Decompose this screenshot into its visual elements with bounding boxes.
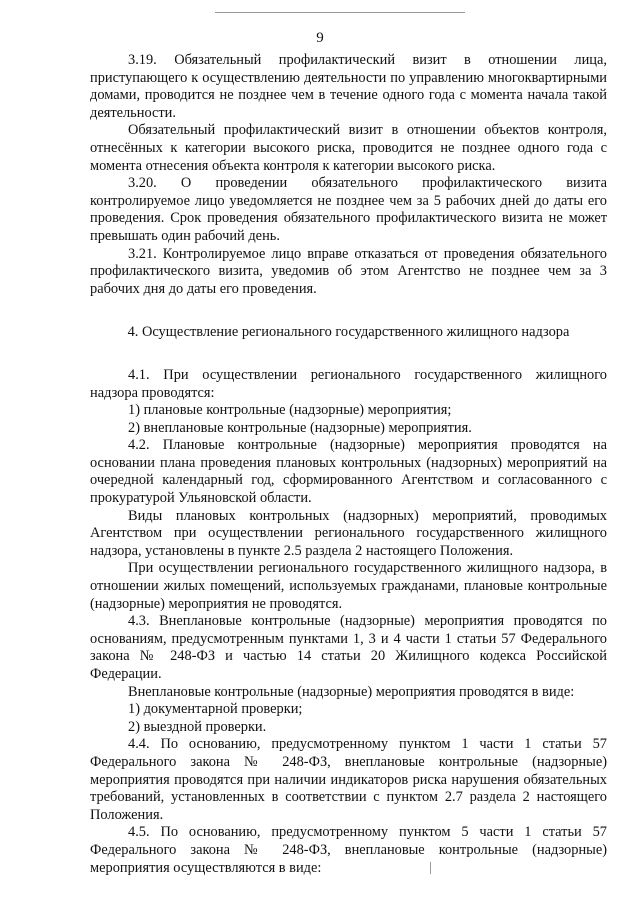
paragraph-unplanned-forms: Внеплановые контрольные (надзорные) мероприятия проводятся в виде: xyxy=(128,683,575,700)
paragraph-3-21: 3.21. Контролируемое лицо вправе отказаться от проведения обязательного профилактического визита, уведомив об этом Агентство не позднее чем за 3 рабочих дня до даты его проведения. xyxy=(90,245,607,297)
list-item-unplanned: 2) внеплановые контрольные (надзорные) мероприятия. xyxy=(128,419,472,436)
scan-artifact-bottom xyxy=(430,862,431,874)
paragraph-3-19: 3.19. Обязательный профилактический визит в отношении лица, приступающего к осуществлению деятельности по управлению многоквартирными домами, проводится не позднее чем в течение одного года с момента начала такой деятельности. xyxy=(90,52,607,121)
list-item-documentary: 1) документарной проверки; xyxy=(128,701,303,718)
paragraph-3-19-high-risk: Обязательный профилактический визит в отношении объектов контроля, отнесённых к категории высокого риска, проводится не позднее одного года с момента отнесения объекта контроля к категории высокого риска. xyxy=(90,122,607,174)
paragraph-4-3: 4.3. Внеплановые контрольные (надзорные) мероприятия проводятся по основаниям, предусмотренным пунктами 1, 3 и 4 части 1 статьи 57 Федерального закона № 248-ФЗ и частью 14 статьи 20 Жилищного кодекса Российской Федерации. xyxy=(90,613,607,682)
paragraph-4-4: 4.4. По основанию, предусмотренному пунктом 1 части 1 статьи 57 Федерального закона № 248-ФЗ, внеплановые контрольные (надзорные) мероприятия проводятся при наличии индикаторов риска нарушения обязательных требований, установленных в соответствии с пунктом 2.7 раздела 2 настоящего Положения. xyxy=(90,736,607,823)
list-item-onsite: 2) выездной проверки. xyxy=(128,718,267,735)
paragraph-3-20: 3.20. О проведении обязательного профилактического визита контролируемое лицо уведомляется не позднее чем за 5 рабочих дней до даты его проведения. Срок проведения обязательного профилактического визита не может превышать один рабочий день. xyxy=(90,175,607,244)
paragraph-planned-types: Виды плановых контрольных (надзорных) мероприятий, проводимых Агентством при осуществлении регионального государственного жилищного надзора, установлены в пункте 2.5 раздела 2 настоящего Положения. xyxy=(90,507,607,559)
section-heading: 4. Осуществление регионального государственного жилищного надзора xyxy=(127,324,570,341)
page-number: 9 xyxy=(316,30,324,46)
list-item-planned: 1) плановые контрольные (надзорные) мероприятия; xyxy=(128,402,452,419)
paragraph-4-5: 4.5. По основанию, предусмотренному пунктом 5 части 1 статьи 57 Федерального закона № 248-ФЗ, внеплановые контрольные (надзорные) мероприятия осуществляются в виде: xyxy=(90,824,607,876)
paragraph-residential: При осуществлении регионального государственного жилищного надзора, в отношении жилых помещений, используемых гражданами, плановые контрольные (надзорные) мероприятия не проводятся. xyxy=(90,560,607,612)
document-body xyxy=(90,52,607,877)
scan-artifact-top xyxy=(215,12,465,13)
paragraph-4-2: 4.2. Плановые контрольные (надзорные) мероприятия проводятся на основании плана проведения плановых контрольных (надзорных) мероприятий на очередной календарный год, сформированного Агентством и согласованного с прокуратурой Ульяновской области. xyxy=(90,437,607,507)
paragraph-4-1: 4.1. При осуществлении регионального государственного жилищного надзора проводятся: xyxy=(90,366,607,401)
